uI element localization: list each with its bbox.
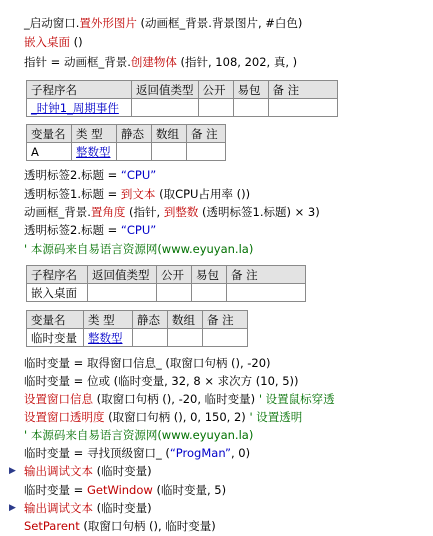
- col-note: 备 注: [268, 81, 337, 99]
- code-text: 透明标签2.标题 =: [24, 168, 121, 182]
- code-keyword: 置角度: [90, 205, 126, 219]
- code-text: 指针 = 动画框_背景.: [24, 55, 131, 69]
- code-line[interactable]: [24, 185, 250, 203]
- code-line[interactable]: [24, 426, 253, 444]
- code-keyword: 到文本: [120, 187, 156, 201]
- code-text: (取CPU占用率 ()): [155, 187, 251, 201]
- code-keyword: 设置窗口透明度: [24, 410, 105, 424]
- cell-easypkg[interactable]: [233, 99, 268, 117]
- code-text: (指针,: [125, 205, 164, 219]
- code-text: (临时变量): [93, 501, 152, 515]
- col-static: 静态: [117, 125, 152, 143]
- col-subname: 子程序名: [27, 81, 132, 99]
- subroutine-name[interactable]: _时钟1_周期事件: [27, 99, 132, 117]
- code-line[interactable]: [24, 444, 250, 462]
- variable-table-2: [26, 310, 248, 347]
- code-text: (临时变量, 5): [152, 483, 227, 497]
- code-text: (指针, 108, 202, 真, ): [176, 55, 298, 69]
- code-line[interactable]: [24, 372, 298, 390]
- subroutine-name[interactable]: 嵌入桌面: [27, 284, 88, 302]
- col-subname: 子程序名: [27, 266, 88, 284]
- code-text: _启动窗口: [24, 16, 76, 30]
- code-text: (透明标签1.标题) × 3): [198, 205, 320, 219]
- code-line[interactable]: [24, 390, 335, 408]
- code-text: 临时变量 = 位或 (临时变量, 32, 8 × 求次方 (10, 5)): [24, 374, 299, 388]
- code-line[interactable]: [24, 462, 152, 480]
- code-string: “CPU”: [120, 223, 157, 237]
- code-keyword: 创建物体: [130, 55, 177, 69]
- code-keyword: 输出调试文本: [24, 464, 93, 478]
- col-return-type: 返回值类型: [132, 81, 199, 99]
- col-var-type: 类 型: [84, 311, 133, 329]
- cell-public[interactable]: [157, 284, 192, 302]
- code-keyword: 设置窗口信息: [24, 392, 93, 406]
- code-line[interactable]: [24, 354, 271, 372]
- cell-var-name[interactable]: A: [27, 143, 72, 161]
- col-return-type: 返回值类型: [88, 266, 157, 284]
- col-var-note: 备 注: [203, 311, 248, 329]
- code-comment: ' 本源码来自易语言资源网(www.eyuyan.la): [24, 428, 254, 442]
- code-comment: ' 本源码来自易语言资源网(www.eyuyan.la): [24, 242, 254, 256]
- subroutine-table-1: [26, 80, 338, 117]
- code-line[interactable]: [24, 221, 156, 239]
- code-text: (取窗口句柄 (), -20, 临时变量): [93, 392, 259, 406]
- code-text: , 0): [230, 446, 251, 460]
- code-line[interactable]: [24, 481, 226, 499]
- cell-return-type[interactable]: [88, 284, 157, 302]
- code-line[interactable]: [24, 53, 297, 71]
- col-public: 公开: [198, 81, 233, 99]
- code-line[interactable]: [24, 240, 253, 258]
- cell-var-type[interactable]: 整数型: [72, 143, 117, 161]
- cell-var-type[interactable]: 整数型: [84, 329, 133, 347]
- code-text: 动画框_背景.: [24, 205, 91, 219]
- subroutine-table-2: [26, 265, 306, 302]
- variable-table-1: [26, 124, 226, 161]
- code-keyword: 输出调试文本: [24, 501, 93, 515]
- cell-var-note[interactable]: [187, 143, 226, 161]
- code-text: #白色: [265, 16, 298, 30]
- cell-public[interactable]: [198, 99, 233, 117]
- cell-note[interactable]: [227, 284, 306, 302]
- cell-array[interactable]: [168, 329, 203, 347]
- col-array: 数组: [168, 311, 203, 329]
- cell-array[interactable]: [152, 143, 187, 161]
- code-text: 临时变量 = 寻找顶级窗口_ (: [24, 446, 170, 460]
- code-line[interactable]: [24, 166, 156, 184]
- code-keyword: 嵌入桌面: [24, 35, 70, 49]
- code-keyword: SetParent: [24, 519, 80, 533]
- code-line[interactable]: [24, 14, 302, 32]
- breakpoint-arrow-icon[interactable]: ▶: [9, 466, 16, 476]
- code-line[interactable]: [24, 408, 302, 426]
- code-text: 临时变量 =: [24, 483, 87, 497]
- col-note: 备 注: [227, 266, 306, 284]
- code-string: “CPU”: [120, 168, 157, 182]
- code-line[interactable]: [24, 517, 216, 535]
- code-text: 临时变量 = 取得窗口信息_ (取窗口句柄 (), -20): [24, 356, 271, 370]
- code-comment: ' 设置透明: [249, 410, 303, 424]
- cell-note[interactable]: [268, 99, 337, 117]
- col-easypkg: 易包: [233, 81, 268, 99]
- col-var-note: 备 注: [187, 125, 226, 143]
- breakpoint-arrow-icon[interactable]: ▶: [9, 503, 16, 513]
- code-text: (取窗口句柄 (), 0, 150, 2): [104, 410, 250, 424]
- code-comment: ' 设置鼠标穿透: [258, 392, 335, 406]
- code-text: (动画框_背景.背景图片,: [136, 16, 266, 30]
- code-line[interactable]: [24, 203, 320, 221]
- col-array: 数组: [152, 125, 187, 143]
- cell-var-note[interactable]: [203, 329, 248, 347]
- cell-static[interactable]: [133, 329, 168, 347]
- col-var-name: 变量名: [27, 125, 72, 143]
- col-var-type: 类 型: [72, 125, 117, 143]
- code-line[interactable]: [24, 33, 83, 51]
- col-public: 公开: [157, 266, 192, 284]
- code-text: (): [70, 35, 83, 49]
- cell-easypkg[interactable]: [192, 284, 227, 302]
- code-keyword: 到整数: [163, 205, 199, 219]
- code-text: ): [297, 16, 303, 30]
- code-keyword: GetWindow: [86, 483, 153, 497]
- cell-var-name[interactable]: 临时变量: [27, 329, 84, 347]
- code-text: 透明标签2.标题 =: [24, 223, 121, 237]
- cell-return-type[interactable]: [132, 99, 199, 117]
- col-static: 静态: [133, 311, 168, 329]
- col-easypkg: 易包: [192, 266, 227, 284]
- code-string: “ProgMan”: [169, 446, 231, 460]
- code-text: 透明标签1.标题 =: [24, 187, 121, 201]
- code-text: (临时变量): [93, 464, 152, 478]
- code-line[interactable]: [24, 499, 152, 517]
- code-text: .: [75, 16, 80, 30]
- cell-static[interactable]: [117, 143, 152, 161]
- code-text: (取窗口句柄 (), 临时变量): [79, 519, 216, 533]
- code-keyword: 置外形图片: [79, 16, 137, 30]
- col-var-name: 变量名: [27, 311, 84, 329]
